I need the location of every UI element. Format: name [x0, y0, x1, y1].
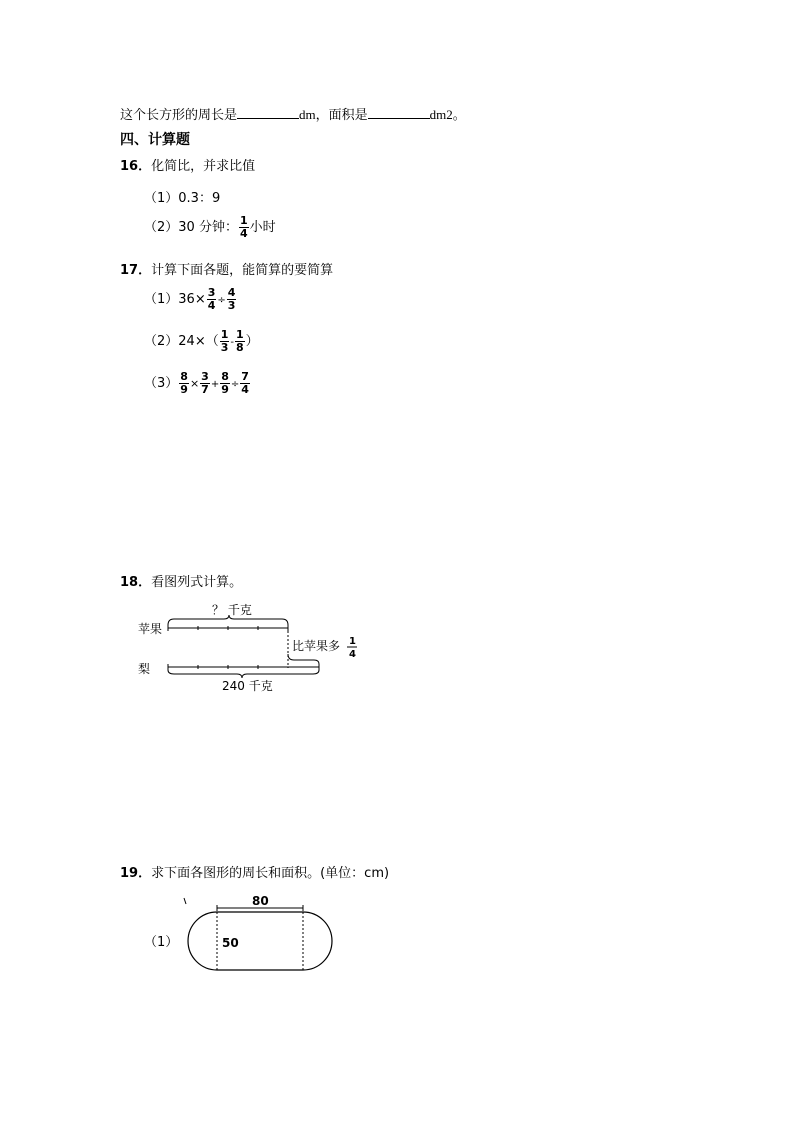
segment-diagram [130, 598, 370, 694]
brace-bottom [168, 670, 319, 678]
operator: × [189, 377, 200, 390]
question-number: 19． [120, 866, 152, 881]
fraction [220, 371, 230, 396]
question-17-item-1 [144, 287, 237, 312]
numerator: 3 [201, 370, 209, 383]
unit-text: dm [299, 107, 316, 122]
question-18-prompt [120, 571, 242, 590]
denominator: 3 [220, 341, 229, 354]
denominator: 9 [180, 383, 188, 396]
item-label: （2） [144, 220, 179, 235]
numerator: 1 [235, 328, 244, 341]
question-19-item-label: （1） [144, 935, 179, 950]
question-text: 求下面各图形的周长和面积。(单位：cm) [151, 866, 390, 881]
text: ，面积是 [315, 108, 368, 123]
stadium-figure [180, 892, 340, 976]
question-16-item-2 [144, 215, 276, 240]
fraction [200, 371, 210, 396]
denominator: 8 [235, 341, 244, 354]
denominator: 3 [227, 299, 236, 312]
item-label: （1） [144, 292, 179, 307]
numerator: 1 [239, 214, 248, 227]
denominator: 4 [207, 299, 216, 312]
question-line-rectangle [120, 104, 466, 123]
operator: ÷ [217, 295, 226, 306]
fraction [220, 329, 230, 354]
question-number: 18． [120, 575, 152, 590]
operator: - [230, 337, 234, 348]
numerator: 7 [241, 370, 249, 383]
denominator: 4 [239, 227, 248, 240]
question-16-item-1 [144, 187, 220, 206]
question-text: 看图列式计算。 [151, 575, 243, 590]
question-number: 16． [120, 159, 152, 174]
fraction [239, 215, 249, 240]
question-text: 计算下面各题，能简算的要简算 [151, 263, 334, 278]
expression: 小时 [249, 220, 276, 235]
brace-side [288, 654, 319, 664]
denominator: 9 [221, 383, 229, 396]
width-label: 50 [222, 936, 239, 950]
expression: 30 分钟： [178, 220, 238, 235]
answer-blank-perimeter[interactable] [237, 106, 299, 119]
numerator: 8 [221, 370, 229, 383]
text: 这个长方形的周长是 [120, 108, 238, 123]
fraction [179, 371, 189, 396]
fraction [240, 371, 250, 396]
numerator: 1 [220, 328, 229, 341]
expression: 0.3：9 [178, 191, 221, 206]
item-label: （2） [144, 334, 179, 349]
section-title: 四、计算题 [120, 132, 190, 148]
answer-blank-area[interactable] [368, 106, 430, 119]
question-number: 17． [120, 263, 152, 278]
stadium-outline [188, 912, 332, 970]
diagram-top-label: ？ 千克 [212, 603, 252, 617]
numerator: 4 [227, 286, 236, 299]
length-label: 80 [252, 894, 269, 908]
expression: 36× [178, 292, 206, 307]
fraction [227, 287, 237, 312]
item-label: （1） [144, 191, 179, 206]
row-label-pear: 梨 [138, 662, 151, 676]
side-frac-num: 1 [349, 636, 356, 647]
question-16-prompt [120, 155, 255, 174]
unit-text: dm2 [429, 107, 453, 122]
denominator: 7 [201, 383, 209, 396]
question-19-prompt [120, 862, 389, 881]
side-frac-den: 4 [349, 649, 356, 660]
side-label: 比苹果多 [292, 639, 341, 653]
question-17-prompt [120, 259, 333, 278]
operator: + [210, 379, 220, 390]
expression: ） [245, 334, 259, 349]
fraction [235, 329, 245, 354]
row-label-apple: 苹果 [138, 622, 163, 636]
operator: ÷ [230, 379, 240, 390]
question-text: 化简比，并求比值 [151, 159, 256, 174]
numerator: 8 [180, 370, 188, 383]
stray-mark [184, 898, 186, 904]
question-17-item-2 [144, 329, 259, 354]
numerator: 3 [207, 286, 216, 299]
denominator: 4 [241, 383, 249, 396]
diagram-bottom-label: 240 千克 [222, 679, 273, 693]
expression: 24×（ [178, 334, 219, 349]
item-label: （3） [144, 376, 179, 391]
fraction [207, 287, 217, 312]
text: 。 [452, 108, 466, 123]
question-17-item-3 [144, 371, 251, 396]
